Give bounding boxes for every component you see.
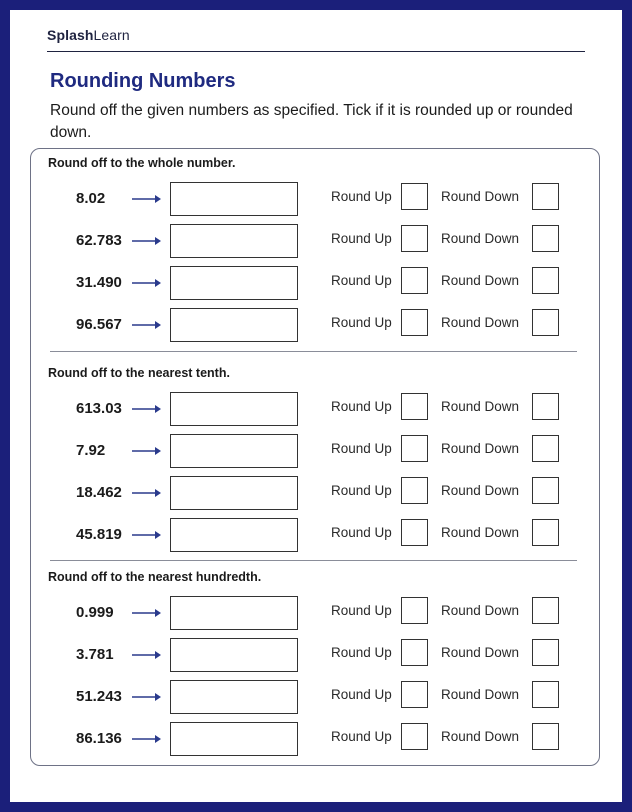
brand-logo	[47, 27, 130, 43]
problem-number: 31.490	[76, 274, 122, 291]
round-up-checkbox[interactable]	[401, 225, 428, 252]
problem-number: 51.243	[76, 688, 122, 705]
round-down-label: Round Down	[441, 687, 520, 702]
round-up-checkbox[interactable]	[401, 681, 428, 708]
answer-input[interactable]	[170, 308, 298, 342]
problem-row	[10, 434, 622, 468]
answer-input[interactable]	[170, 596, 298, 630]
round-up-checkbox[interactable]	[401, 723, 428, 750]
round-down-checkbox[interactable]	[532, 267, 559, 294]
answer-input[interactable]	[170, 434, 298, 468]
section-divider	[50, 560, 577, 561]
problem-row	[10, 518, 622, 552]
problem-number: 0.999	[76, 604, 114, 621]
round-up-label: Round Up	[331, 645, 392, 660]
problem-number: 7.92	[76, 442, 106, 459]
round-down-checkbox[interactable]	[532, 225, 559, 252]
round-up-label: Round Up	[331, 441, 392, 456]
arrow-right-icon	[131, 403, 161, 415]
round-down-checkbox[interactable]	[532, 597, 559, 624]
round-up-checkbox[interactable]	[401, 435, 428, 462]
round-down-label: Round Down	[441, 441, 520, 456]
round-down-checkbox[interactable]	[532, 309, 559, 336]
problem-row	[10, 722, 622, 756]
problem-number: 62.783	[76, 232, 122, 249]
answer-input[interactable]	[170, 722, 298, 756]
round-up-label: Round Up	[331, 315, 392, 330]
round-up-label: Round Up	[331, 687, 392, 702]
problem-row	[10, 266, 622, 300]
answer-input[interactable]	[170, 392, 298, 426]
problem-row	[10, 182, 622, 216]
answer-input[interactable]	[170, 638, 298, 672]
round-down-checkbox[interactable]	[532, 435, 559, 462]
arrow-right-icon	[131, 487, 161, 499]
answer-input[interactable]	[170, 266, 298, 300]
round-down-checkbox[interactable]	[532, 681, 559, 708]
round-down-label: Round Down	[441, 729, 520, 744]
brand-logo-thin: Learn	[93, 27, 130, 43]
round-down-label: Round Down	[441, 273, 520, 288]
round-down-checkbox[interactable]	[532, 639, 559, 666]
arrow-right-icon	[131, 235, 161, 247]
section-heading-tenth: Round off to the nearest tenth.	[48, 366, 230, 380]
arrow-right-icon	[131, 193, 161, 205]
round-up-label: Round Up	[331, 483, 392, 498]
arrow-right-icon	[131, 445, 161, 457]
round-down-label: Round Down	[441, 603, 520, 618]
arrow-right-icon	[131, 277, 161, 289]
problem-number: 613.03	[76, 400, 122, 417]
arrow-right-icon	[131, 691, 161, 703]
problem-number: 8.02	[76, 190, 106, 207]
round-up-checkbox[interactable]	[401, 267, 428, 294]
round-up-label: Round Up	[331, 525, 392, 540]
section-heading-hundredth: Round off to the nearest hundredth.	[48, 570, 262, 584]
round-up-checkbox[interactable]	[401, 477, 428, 504]
round-up-checkbox[interactable]	[401, 309, 428, 336]
section-heading-whole: Round off to the whole number.	[48, 156, 236, 170]
round-up-checkbox[interactable]	[401, 183, 428, 210]
arrow-right-icon	[131, 649, 161, 661]
problem-number: 86.136	[76, 730, 122, 747]
round-down-checkbox[interactable]	[532, 519, 559, 546]
answer-input[interactable]	[170, 476, 298, 510]
round-down-label: Round Down	[441, 189, 520, 204]
problem-row	[10, 224, 622, 258]
round-down-label: Round Down	[441, 645, 520, 660]
round-down-checkbox[interactable]	[532, 477, 559, 504]
round-up-checkbox[interactable]	[401, 597, 428, 624]
problem-number: 96.567	[76, 316, 122, 333]
round-down-checkbox[interactable]	[532, 183, 559, 210]
round-up-checkbox[interactable]	[401, 393, 428, 420]
problem-row	[10, 476, 622, 510]
answer-input[interactable]	[170, 518, 298, 552]
arrow-right-icon	[131, 733, 161, 745]
round-up-label: Round Up	[331, 231, 392, 246]
round-down-label: Round Down	[441, 399, 520, 414]
problem-row	[10, 638, 622, 672]
answer-input[interactable]	[170, 680, 298, 714]
round-up-checkbox[interactable]	[401, 639, 428, 666]
problem-number: 18.462	[76, 484, 122, 501]
page-title: Rounding Numbers	[50, 70, 236, 92]
round-down-label: Round Down	[441, 483, 520, 498]
header-divider	[47, 51, 585, 52]
round-down-checkbox[interactable]	[532, 393, 559, 420]
instructions-text: Round off the given numbers as specified. Tick if it is rounded up or rounded down.	[50, 102, 573, 141]
problem-row	[10, 308, 622, 342]
round-up-label: Round Up	[331, 729, 392, 744]
round-up-label: Round Up	[331, 603, 392, 618]
worksheet-page	[10, 10, 622, 802]
round-down-label: Round Down	[441, 231, 520, 246]
problem-row	[10, 596, 622, 630]
problem-row	[10, 392, 622, 426]
round-down-label: Round Down	[441, 525, 520, 540]
round-down-label: Round Down	[441, 315, 520, 330]
arrow-right-icon	[131, 529, 161, 541]
brand-logo-bold: Splash	[47, 27, 94, 43]
answer-input[interactable]	[170, 182, 298, 216]
arrow-right-icon	[131, 607, 161, 619]
arrow-right-icon	[131, 319, 161, 331]
round-up-label: Round Up	[331, 189, 392, 204]
round-down-checkbox[interactable]	[532, 723, 559, 750]
round-up-label: Round Up	[331, 273, 392, 288]
problem-number: 45.819	[76, 526, 122, 543]
round-up-checkbox[interactable]	[401, 519, 428, 546]
problem-row	[10, 680, 622, 714]
problem-number: 3.781	[76, 646, 114, 663]
answer-input[interactable]	[170, 224, 298, 258]
round-up-label: Round Up	[331, 399, 392, 414]
section-divider	[50, 351, 577, 352]
